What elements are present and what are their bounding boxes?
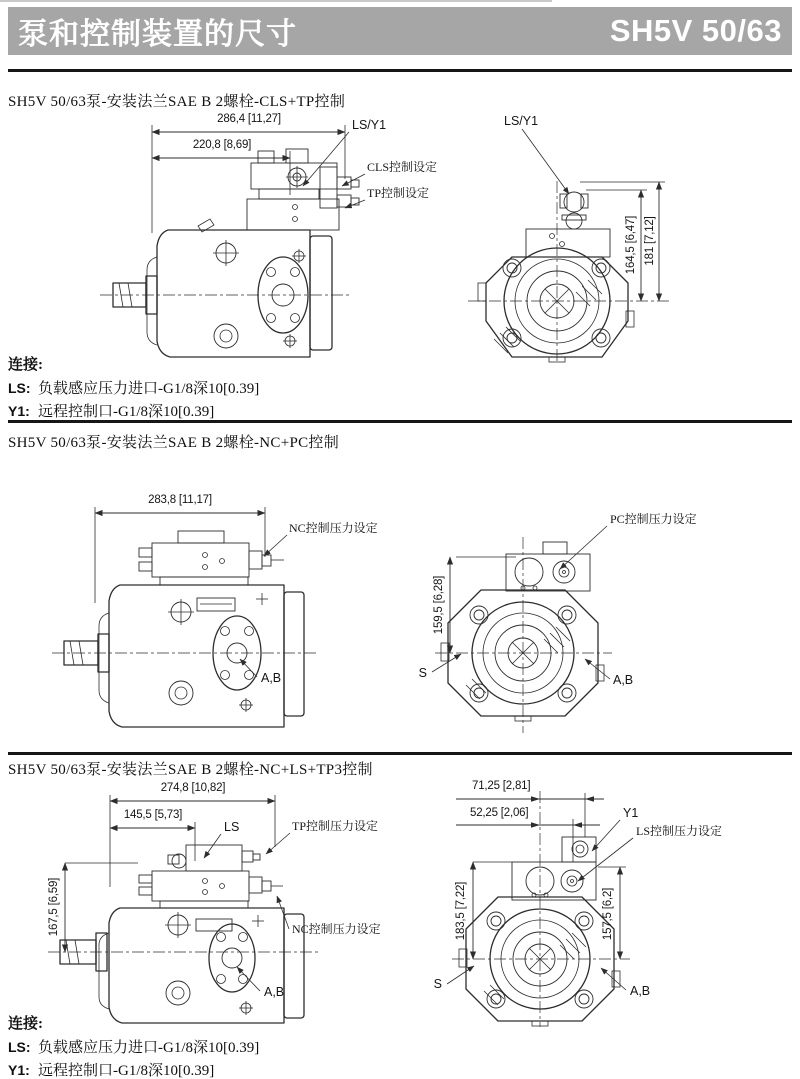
section2-drawing-nc-pc xyxy=(0,455,800,755)
section-divider-2 xyxy=(8,752,792,755)
dim-height-right-inner: 157,5 [6,2] xyxy=(602,887,614,941)
dim-width-ls: 52,25 [2,06] xyxy=(470,807,529,819)
dim-width-y1: 71,25 [2,81] xyxy=(472,780,531,792)
header-band xyxy=(8,7,792,55)
header-rule xyxy=(8,69,792,72)
dim-partial-width: 220,8 [8,69] xyxy=(192,139,252,151)
corner-bolts xyxy=(503,259,610,347)
hatch-marks xyxy=(484,933,586,1005)
tp3-pilot-valve xyxy=(168,845,260,871)
pump-side-view xyxy=(100,219,352,357)
note-y1-key: Y1: xyxy=(8,403,30,419)
note-y1 xyxy=(8,400,259,421)
pump-front-view xyxy=(434,791,651,1027)
dim-height-left: 167,5 [6,59] xyxy=(48,877,60,937)
note-y1 xyxy=(8,1059,259,1079)
note-y1-text: 远程控制口-G1/8深10[0.39] xyxy=(38,404,215,420)
nc-valve-assembly xyxy=(139,871,283,908)
control-valve-assembly xyxy=(247,149,359,230)
dim-height-inner: 164,5 [6,47] xyxy=(625,215,637,275)
note-ls xyxy=(8,1036,259,1057)
ls-control-block xyxy=(512,837,596,900)
section1-title: SH5V 50/63泵-安装法兰SAE B 2螺栓-CLS+TP控制 xyxy=(8,94,346,110)
pump-side-view xyxy=(48,908,318,1023)
dim-height: 159,5 [6,28] xyxy=(433,575,445,635)
pump-side-view xyxy=(52,585,318,727)
label-nc-setting: NC控制压力设定 xyxy=(292,922,381,936)
nc-valve-assembly xyxy=(139,531,284,585)
pc-control-block xyxy=(506,542,590,591)
pump-front-view xyxy=(419,511,697,733)
label-y1-port: Y1 xyxy=(623,806,639,820)
connections-notes-bottom xyxy=(8,1012,259,1079)
model-code: SH5V 50/63 xyxy=(609,13,782,48)
label-ls-port: LS xyxy=(224,820,240,834)
dim-total-width: 274,8 [10,82] xyxy=(160,782,226,794)
note-y1-key: Y1: xyxy=(8,1062,30,1078)
port-flange xyxy=(209,924,255,992)
note-ls xyxy=(8,377,259,398)
front-view-dimensions xyxy=(456,780,604,862)
dim-height-right-outer: 183,5 [7,22] xyxy=(455,881,467,941)
label-s-port: S xyxy=(418,666,427,680)
label-pc-setting: PC控制压力设定 xyxy=(610,512,697,526)
section1-drawing-cls-tp xyxy=(0,105,800,363)
side-view-dimensions xyxy=(95,494,265,603)
dim-height-outer: 181 [7,12] xyxy=(644,216,656,266)
label-ls-y1-front: LS/Y1 xyxy=(504,114,539,128)
note-y1-text: 远程控制口-G1/8深10[0.39] xyxy=(38,1063,215,1079)
side-view-dimensions xyxy=(152,113,345,233)
label-ab: A,B xyxy=(630,984,651,998)
mounting-block xyxy=(526,229,610,257)
label-ab: A,B xyxy=(264,985,285,999)
note-ls-text: 负载感应压力进口-G1/8深10[0.39] xyxy=(38,1040,260,1056)
label-s-port: S xyxy=(433,977,442,991)
note-ls-key: LS: xyxy=(8,380,31,396)
note-ls-key: LS: xyxy=(8,1039,31,1055)
ls-y1-fitting xyxy=(560,192,588,229)
notes-heading: 连接: xyxy=(8,357,43,373)
hatch-marks xyxy=(466,627,570,699)
note-ls-text: 负载感应压力进口-G1/8深10[0.39] xyxy=(38,381,260,397)
label-tp-setting: TP控制压力设定 xyxy=(292,819,379,833)
dim-total-width: 283,8 [11,17] xyxy=(148,494,212,506)
label-ab: A,B xyxy=(261,671,282,685)
page-title: 泵和控制装置的尺寸 xyxy=(18,18,297,51)
notes-heading: 连接: xyxy=(8,1016,43,1032)
section2-title: SH5V 50/63泵-安装法兰SAE B 2螺栓-NC+PC控制 xyxy=(8,435,340,451)
connections-notes-top xyxy=(8,353,259,421)
pump-front-view xyxy=(468,114,672,362)
label-tp-setting: TP控制设定 xyxy=(367,186,430,200)
label-ab: A,B xyxy=(613,673,634,687)
dim-total-width: 286,4 [11,27] xyxy=(217,113,281,125)
label-ls-setting: LS控制压力设定 xyxy=(636,824,723,838)
section-divider-1 xyxy=(8,420,792,423)
label-ls-y1: LS/Y1 xyxy=(352,118,387,132)
section3-title: SH5V 50/63泵-安装法兰SAE B 2螺栓-NC+LS+TP3控制 xyxy=(8,762,373,778)
section3-drawing-nc-ls-tp3 xyxy=(0,775,800,1027)
scan-artifact-line xyxy=(0,0,552,2)
label-nc-setting: NC控制压力设定 xyxy=(289,521,378,535)
dim-partial-width: 145,5 [5,73] xyxy=(123,809,183,821)
label-cls-setting: CLS控制设定 xyxy=(367,160,438,174)
